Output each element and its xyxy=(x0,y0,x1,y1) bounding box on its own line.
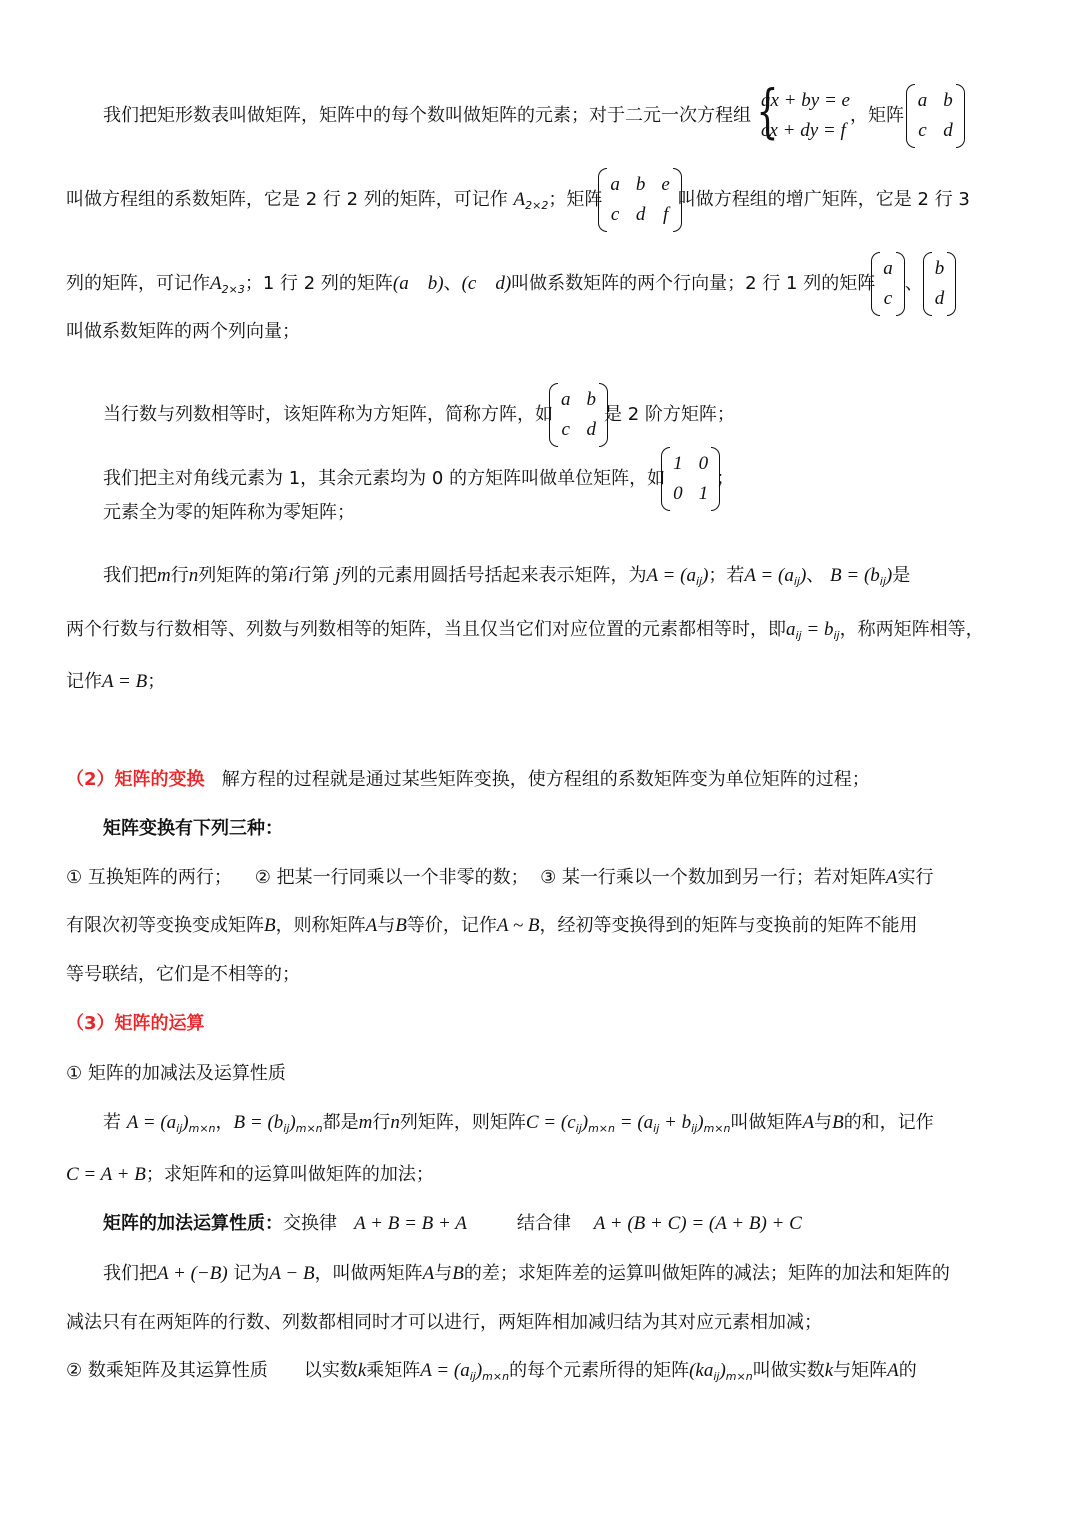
text: 等号联结，它们是不相等的； xyxy=(66,964,300,985)
math-sub: ij xyxy=(469,1370,476,1383)
formula: B = (b xyxy=(830,565,880,586)
paragraph-3 xyxy=(66,254,1080,314)
section-3-properties xyxy=(103,1212,1080,1236)
math-sub: ij xyxy=(793,575,800,588)
equation-2: cx + dy = f xyxy=(761,120,846,141)
formula: A ~ B xyxy=(496,915,540,936)
text: ；求矩阵和的运算叫做矩阵的加法； xyxy=(145,1164,434,1185)
paragraph-5 xyxy=(103,385,1080,445)
formula: A + (−B) xyxy=(157,1263,228,1284)
paragraph-1 xyxy=(103,77,1080,146)
formula: A = (a xyxy=(744,565,794,586)
formula: B = (b xyxy=(233,1112,284,1133)
text: 减法只有在两矩阵的行数、列数都相同时才可以进行，两矩阵相加减归结为其对应元素相加减； xyxy=(66,1312,822,1333)
text: 列的矩阵，可记作 xyxy=(66,273,210,294)
text: 、 xyxy=(806,565,825,586)
text: 我们把矩形数表叫做矩阵，矩阵中的每个数叫做矩阵的元素；对于二元一次方程组 xyxy=(103,105,751,126)
formula: ) xyxy=(289,1112,296,1133)
text: 与 xyxy=(814,1112,833,1133)
formula: ) xyxy=(702,565,709,586)
formula: ) xyxy=(719,1360,726,1381)
section-heading: （3）矩阵的运算 xyxy=(66,1013,205,1034)
text: 列矩阵，则矩阵 xyxy=(399,1112,526,1133)
formula: a xyxy=(786,619,796,640)
row-vector-1: (a b) xyxy=(392,273,444,294)
math-sub: m×n xyxy=(295,1122,323,1135)
math-b: B xyxy=(395,915,407,936)
section-3-line-1 xyxy=(103,1111,1080,1141)
text: 与矩阵 xyxy=(833,1360,888,1381)
text: 都是 xyxy=(322,1112,359,1133)
item-1: ① 互换矩阵的两行； xyxy=(66,867,232,888)
text: 列矩阵的第 xyxy=(198,565,289,586)
formula: C = (c xyxy=(525,1112,576,1133)
text: ，矩阵 xyxy=(849,105,904,126)
paragraph-9 xyxy=(66,618,1080,648)
text: 等价，记作 xyxy=(406,915,497,936)
formula: + b xyxy=(659,1112,692,1133)
math-j: j xyxy=(335,565,341,586)
paragraph-7 xyxy=(103,501,1080,525)
text: ；1 行 2 列的矩阵 xyxy=(244,273,393,294)
section-2-subheading xyxy=(103,817,1080,841)
equation-system: { ax + by = e cx + dy = f xyxy=(756,77,850,145)
text: 记为 xyxy=(233,1263,270,1284)
math-b: B xyxy=(264,915,276,936)
formula: ) xyxy=(475,1360,483,1381)
math-sub: ij xyxy=(713,1370,720,1383)
column-vector-1: a c xyxy=(875,254,901,314)
math-a: A xyxy=(210,273,222,294)
math-n: n xyxy=(188,565,199,586)
formula: ) xyxy=(697,1112,704,1133)
text: 行 xyxy=(170,565,189,586)
formula: A = (a xyxy=(646,565,696,586)
square-matrix-example: a b c d xyxy=(553,385,604,445)
text: 与 xyxy=(377,915,396,936)
math-sub: m×n xyxy=(188,1122,216,1135)
text: ，叫做两矩阵 xyxy=(314,1263,423,1284)
formula: ) xyxy=(182,1112,189,1133)
math-sub: ij xyxy=(653,1122,660,1135)
separator: 、 xyxy=(443,273,462,294)
text: 解方程的过程就是通过某些矩阵变换，使方程组的系数矩阵变为单位矩阵的过程； xyxy=(221,769,870,790)
math-b: B xyxy=(832,1112,844,1133)
text: 我们把主对角线元素为 1，其余元素均为 0 的方矩阵叫做单位矩阵，如 xyxy=(103,468,666,489)
separator: 、 xyxy=(904,273,923,294)
text: 元素全为零的矩阵称为零矩阵； xyxy=(103,502,355,523)
text: 交换律 xyxy=(283,1213,337,1234)
text: 列的元素用圆括号括起来表示矩阵，为 xyxy=(340,565,647,586)
formula: ) xyxy=(581,1112,589,1133)
paragraph-10 xyxy=(66,670,1080,694)
math-sub: 2×3 xyxy=(221,283,245,296)
section-2-item-line xyxy=(66,866,1080,890)
paragraph-8 xyxy=(103,564,1080,594)
formula: A = (a xyxy=(126,1112,177,1133)
math-m: m xyxy=(358,1112,373,1133)
text: 是 xyxy=(892,565,911,586)
formula: ) xyxy=(799,565,807,586)
math-sub: ij xyxy=(575,1122,582,1135)
text: ② 数乘矩阵及其运算性质 xyxy=(66,1360,268,1381)
text: 若 xyxy=(103,1112,121,1133)
text: ，称两矩阵相等， xyxy=(839,619,984,640)
paragraph-4 xyxy=(66,320,1080,344)
formula: A + B = B + A xyxy=(354,1213,467,1234)
formula: = (a xyxy=(615,1112,654,1133)
subheading: 矩阵的加法运算性质： xyxy=(103,1213,283,1234)
math-k: k xyxy=(357,1360,367,1381)
math-sub: m×n xyxy=(703,1122,731,1135)
math-i: i xyxy=(288,565,294,586)
formula: C = A + B xyxy=(66,1164,146,1185)
item-3: ③ 某一行乘以一个数加到另一行；若对矩阵 xyxy=(540,867,886,888)
column-vector-2: b d xyxy=(927,254,953,314)
math-sub: 2×2 xyxy=(525,199,549,212)
math-sub: ij xyxy=(691,1122,698,1135)
text: 是 2 阶方矩阵； xyxy=(604,404,735,425)
formula: = b xyxy=(801,619,834,640)
text: 叫做方程组的增广矩阵，它是 2 行 3 xyxy=(677,189,970,210)
section-2-heading-line xyxy=(66,768,1080,792)
math-sub: ij xyxy=(795,629,802,642)
paragraph-6 xyxy=(103,449,1080,509)
text: 的每个元素所得的矩阵 xyxy=(509,1360,690,1381)
math-sub: ij xyxy=(176,1122,183,1135)
identity-matrix-example: 1 0 0 1 xyxy=(665,449,716,509)
math-b: B xyxy=(452,1263,464,1284)
section-3-line-2 xyxy=(66,1163,1080,1187)
item-2: ② 把某一行同乘以一个非零的数； xyxy=(254,867,529,888)
equation-1: ax + by = e xyxy=(761,90,850,111)
math-a: A xyxy=(365,915,378,936)
formula: A − B xyxy=(269,1263,315,1284)
text: 结合律 xyxy=(516,1213,571,1234)
math-sub: m×n xyxy=(482,1370,510,1383)
formula: ) xyxy=(885,565,893,586)
text: 叫做实数 xyxy=(752,1360,825,1381)
text: ；若 xyxy=(708,565,745,586)
formula: A = (a xyxy=(420,1360,470,1381)
formula: A = B xyxy=(102,671,148,692)
text: 记作 xyxy=(66,671,102,692)
section-2-line-2 xyxy=(66,914,1080,938)
text: ； xyxy=(147,671,166,692)
math-a: A xyxy=(422,1263,435,1284)
text: ，经初等变换得到的矩阵与变换前的矩阵不能用 xyxy=(539,915,918,936)
math-a: A xyxy=(802,1112,815,1133)
text: 与 xyxy=(434,1263,453,1284)
section-3-item-2 xyxy=(66,1359,1080,1389)
math-a: A xyxy=(887,1360,899,1381)
section-3-heading-line xyxy=(66,1012,1080,1036)
text: 两个行数与行数相等、列数与列数相等的矩阵，当且仅当它们对应位置的元素都相等时，即 xyxy=(66,619,786,640)
text: 叫做系数矩阵的两个行向量；2 行 1 列的矩阵 xyxy=(511,273,876,294)
text: 行 xyxy=(372,1112,391,1133)
text: 的差；求矩阵差的运算叫做矩阵的减法；矩阵的加法和矩阵的 xyxy=(463,1263,950,1284)
text: 的和，记作 xyxy=(843,1112,934,1133)
math-sub: m×n xyxy=(588,1122,615,1135)
text: 叫做系数矩阵的两个列向量； xyxy=(66,321,300,342)
text: ① 矩阵的加减法及运算性质 xyxy=(66,1063,286,1084)
math-sub: m×n xyxy=(725,1370,753,1383)
augmented-matrix: a b e c d f xyxy=(602,170,677,230)
row-vector-2: (c d) xyxy=(461,273,512,294)
text: 有限次初等变换变成矩阵 xyxy=(66,915,264,936)
text: ， xyxy=(215,1112,234,1133)
text: 以实数 xyxy=(303,1360,358,1381)
formula: A + (B + C) = (A + B) + C xyxy=(593,1213,802,1234)
text: 叫做矩阵 xyxy=(730,1112,803,1133)
section-3-line-4 xyxy=(66,1311,1080,1335)
text: 我们把 xyxy=(103,1263,157,1284)
text: ，则称矩阵 xyxy=(275,915,366,936)
text: 的 xyxy=(898,1360,917,1381)
section-3-item-1 xyxy=(66,1062,1080,1086)
text: 乘矩阵 xyxy=(366,1360,421,1381)
text: 行第 xyxy=(293,565,330,586)
paragraph-2 xyxy=(66,170,1080,230)
math-m: m xyxy=(157,565,171,586)
text: ； xyxy=(716,468,735,489)
math-a: A xyxy=(513,189,526,210)
text: ；矩阵 xyxy=(548,189,603,210)
text: 当行数与列数相等时，该矩阵称为方矩阵，简称方阵，如 xyxy=(103,404,553,425)
formula: (ka xyxy=(689,1360,714,1381)
math-sub: ij xyxy=(695,575,703,588)
math-n: n xyxy=(390,1112,400,1133)
text: 叫做方程组的系数矩阵，它是 2 行 2 列的矩阵，可记作 xyxy=(66,189,508,210)
math-a: A xyxy=(885,867,898,888)
text: 实行 xyxy=(897,867,934,888)
coefficient-matrix: a b c d xyxy=(910,86,961,146)
math-sub: ij xyxy=(283,1122,290,1135)
section-3-line-3 xyxy=(103,1262,1080,1286)
subheading: 矩阵变换有下列三种： xyxy=(103,818,283,839)
math-sub: ij xyxy=(879,575,886,588)
section-heading: （2）矩阵的变换 xyxy=(66,769,205,790)
text: 我们把 xyxy=(103,565,157,586)
math-sub: ij xyxy=(833,629,840,642)
math-k: k xyxy=(824,1360,834,1381)
section-2-line-3 xyxy=(66,963,1080,987)
